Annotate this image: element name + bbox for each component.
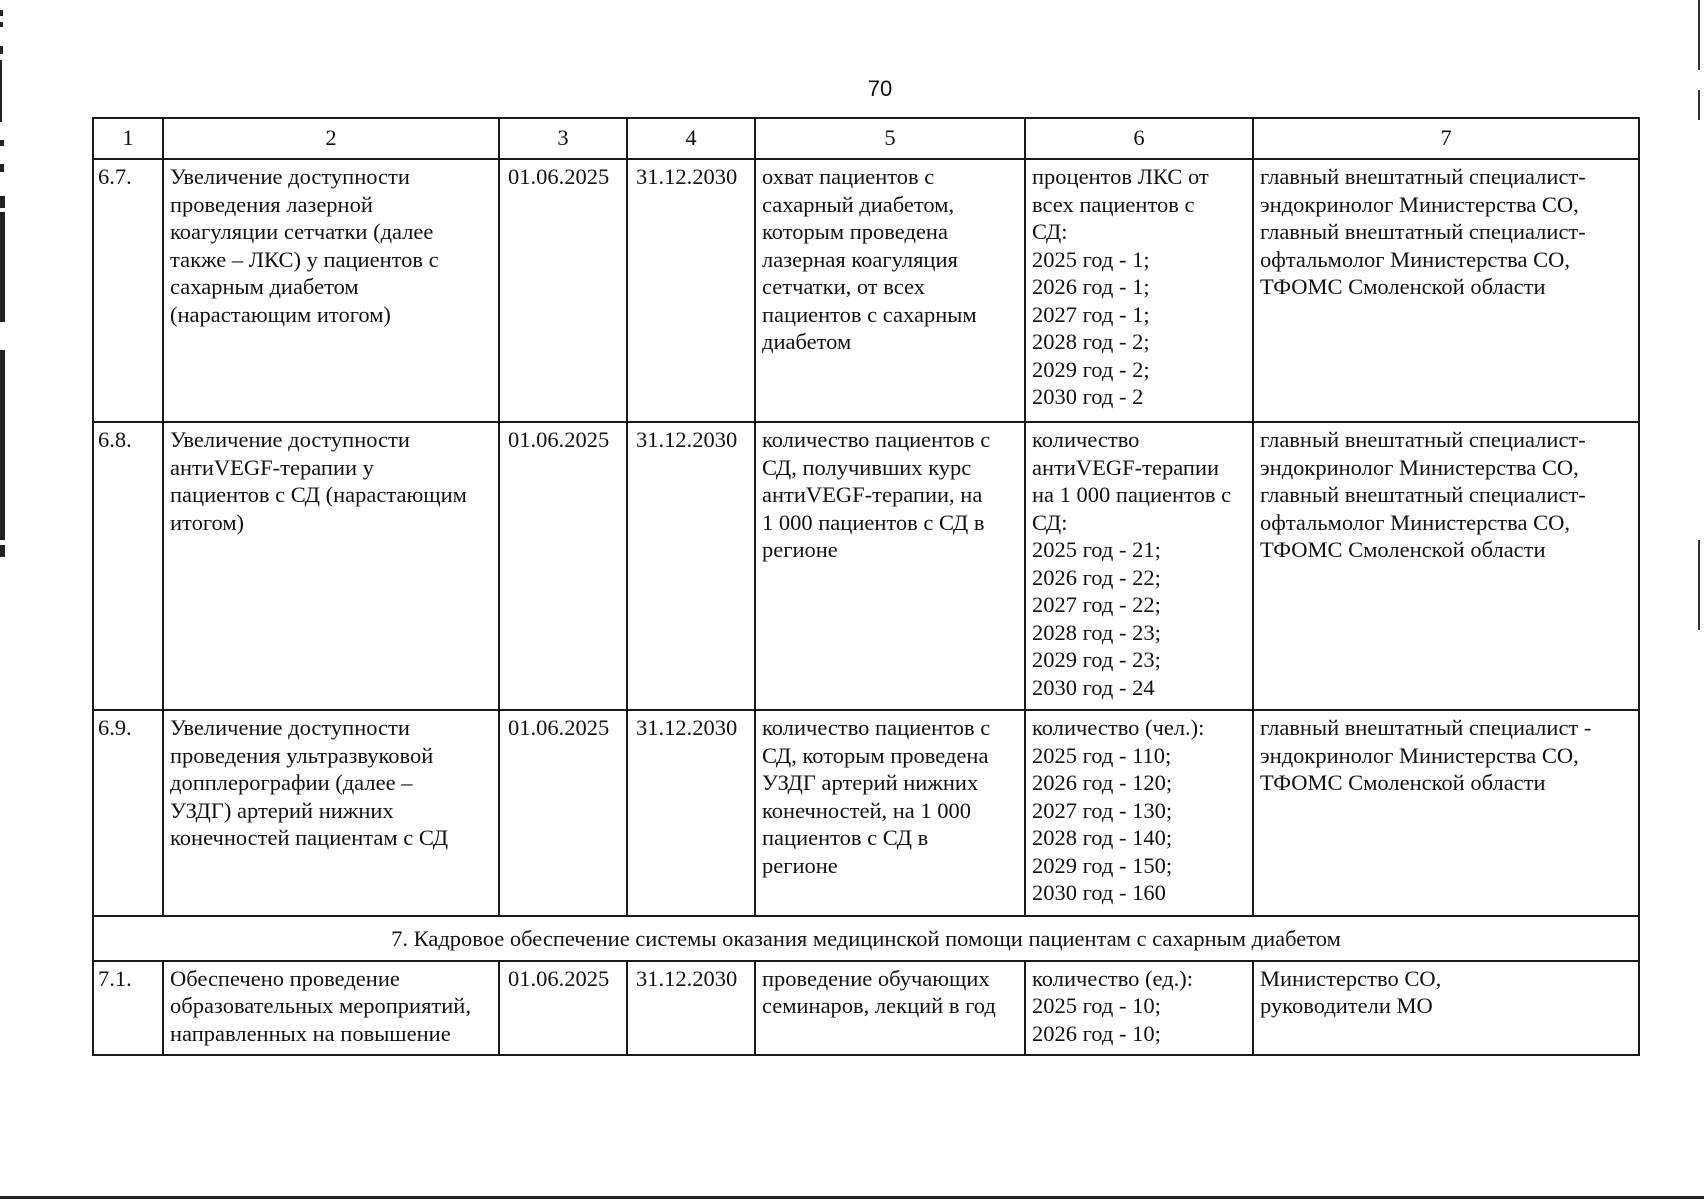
start-date: 01.06.2025 xyxy=(499,710,627,916)
measure-name: Увеличение доступности антиVEGF-терапии у пациентов с СД (нарастающим итогом) xyxy=(163,422,499,710)
col-header-6: 6 xyxy=(1025,118,1253,159)
start-date: 01.06.2025 xyxy=(499,961,627,1055)
scan-bottom-edge xyxy=(0,1196,1704,1199)
end-date: 31.12.2030 xyxy=(627,710,755,916)
table-row xyxy=(93,422,1639,710)
table-row xyxy=(93,159,1639,422)
row-number: 6.7. xyxy=(93,159,163,422)
scan-edge-left xyxy=(0,0,8,1200)
target-values: процентов ЛКС от всех пациентов с СД: 2025 год - 1; 2026 год - 1; 2027 год - 1; 2028 год - 2; 2029 год - 2; 2030 год - 2 xyxy=(1025,159,1253,422)
plan-table xyxy=(92,117,1640,1056)
section-header-row xyxy=(93,916,1639,961)
start-date: 01.06.2025 xyxy=(499,159,627,422)
col-header-4: 4 xyxy=(627,118,755,159)
measure-name: Увеличение доступности проведения лазерной коагуляции сетчатки (далее также – ЛКС) у пациентов с сахарным диабетом (нарастающим итогом) xyxy=(163,159,499,422)
measure-name: Обеспечено проведение образовательных мероприятий, направленных на повышение xyxy=(163,961,499,1055)
responsible: главный внештатный специалист - эндокринолог Министерства СО, ТФОМС Смоленской области xyxy=(1253,710,1639,916)
page-number: 70 xyxy=(867,76,893,101)
responsible: главный внештатный специалист- эндокринолог Министерства СО, главный внештатный специалист- офтальмолог Министерства СО, ТФОМС Смоленской области xyxy=(1253,422,1639,710)
table-row xyxy=(93,710,1639,916)
responsible: главный внештатный специалист- эндокринолог Министерства СО, главный внештатный специалист- офтальмолог Министерства СО, ТФОМС Смоленской области xyxy=(1253,159,1639,422)
end-date: 31.12.2030 xyxy=(627,159,755,422)
table-row xyxy=(93,961,1639,1055)
indicator: количество пациентов с СД, получивших курс антиVEGF-терапии, на 1 000 пациентов с СД в регионе xyxy=(755,422,1025,710)
col-header-1: 1 xyxy=(93,118,163,159)
col-header-2: 2 xyxy=(163,118,499,159)
col-header-5: 5 xyxy=(755,118,1025,159)
measure-name: Увеличение доступности проведения ультразвуковой допплерографии (далее – УЗДГ) артерий нижних конечностей пациентам с СД xyxy=(163,710,499,916)
section-title: 7. Кадровое обеспечение системы оказания медицинской помощи пациентам с сахарным диабетом xyxy=(93,916,1639,961)
col-header-7: 7 xyxy=(1253,118,1639,159)
row-number: 6.8. xyxy=(93,422,163,710)
indicator: количество пациентов с СД, которым проведена УЗДГ артерий нижних конечностей, на 1 000 пациентов с СД в регионе xyxy=(755,710,1025,916)
indicator: проведение обучающих семинаров, лекций в год xyxy=(755,961,1025,1055)
scan-edge-right xyxy=(1694,0,1704,1200)
target-values: количество (чел.): 2025 год - 110; 2026 год - 120; 2027 год - 130; 2028 год - 140; 2029 год - 150; 2030 год - 160 xyxy=(1025,710,1253,916)
end-date: 31.12.2030 xyxy=(627,422,755,710)
row-number: 6.9. xyxy=(93,710,163,916)
end-date: 31.12.2030 xyxy=(627,961,755,1055)
target-values: количество (ед.): 2025 год - 10; 2026 год - 10; xyxy=(1025,961,1253,1055)
responsible: Министерство СО, руководители МО xyxy=(1253,961,1639,1055)
header-row xyxy=(93,118,1639,159)
start-date: 01.06.2025 xyxy=(499,422,627,710)
indicator: охват пациентов с сахарный диабетом, которым проведена лазерная коагуляция сетчатки, от всех пациентов с сахарным диабетом xyxy=(755,159,1025,422)
col-header-3: 3 xyxy=(499,118,627,159)
target-values: количество антиVEGF-терапии на 1 000 пациентов с СД: 2025 год - 21; 2026 год - 22; 2027 год - 22; 2028 год - 23; 2029 год - 23; 2030 год - 24 xyxy=(1025,422,1253,710)
row-number: 7.1. xyxy=(93,961,163,1055)
